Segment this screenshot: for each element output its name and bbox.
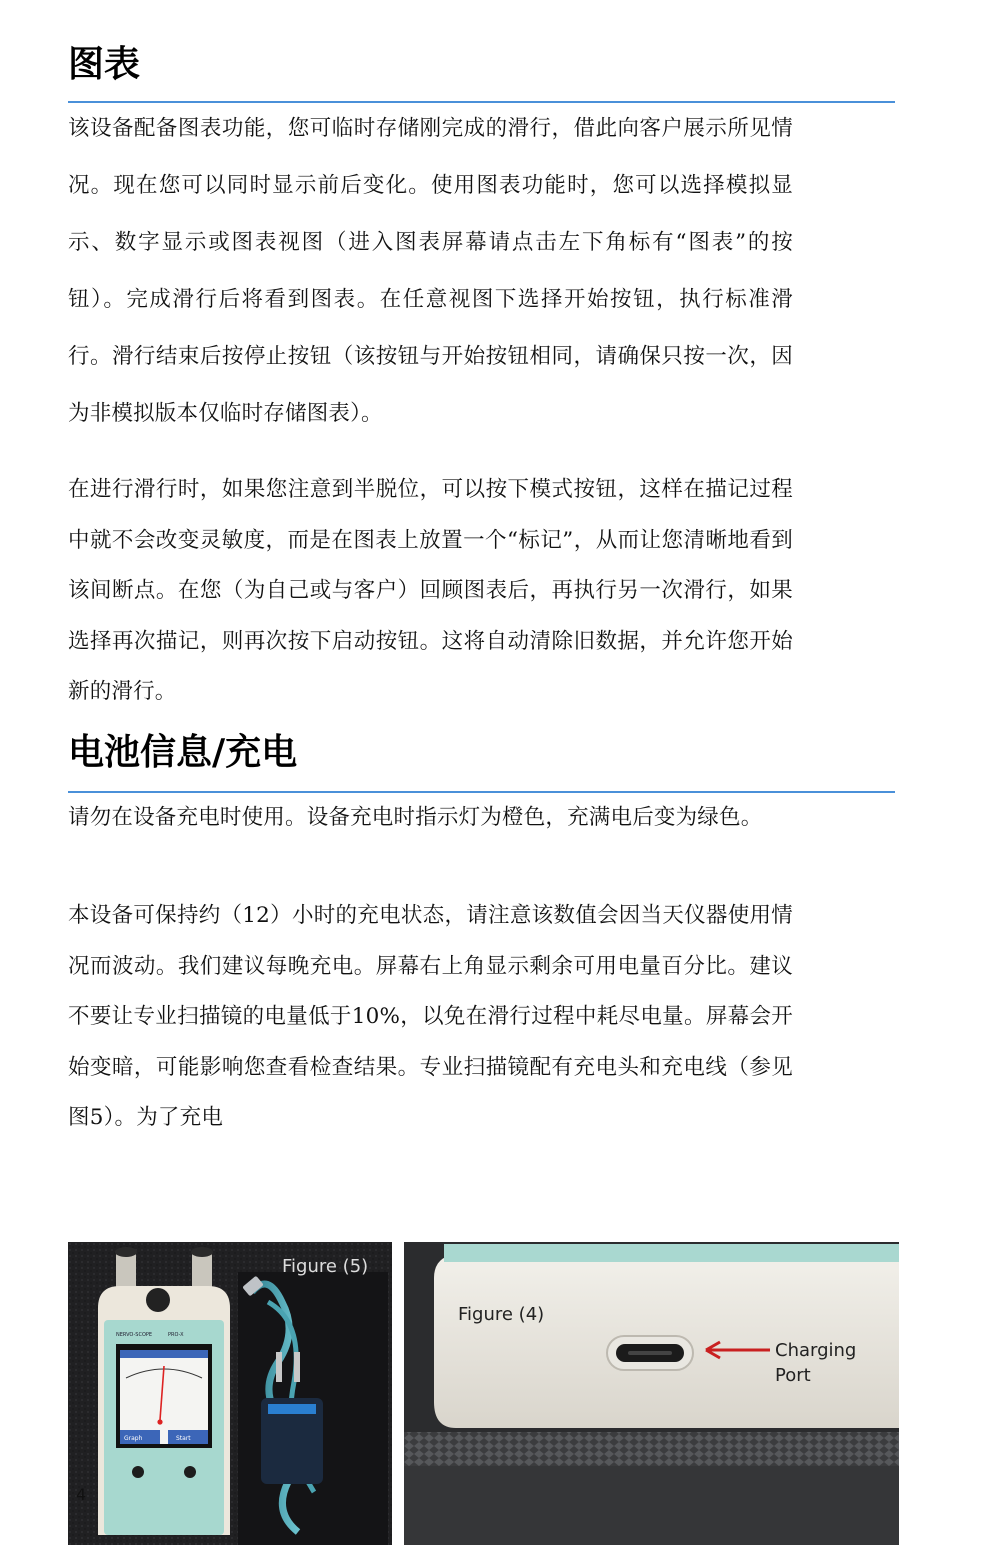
charging-port-label xyxy=(775,1338,856,1388)
device-model-text: PRO-X xyxy=(168,1332,184,1338)
section-divider xyxy=(68,791,895,793)
device-case-illustration xyxy=(68,1242,392,1545)
figure-5-photo xyxy=(68,1242,392,1545)
graph-button-label: Graph xyxy=(124,1435,143,1442)
section-title-chart: 图表 xyxy=(68,44,141,85)
page-number: 4 xyxy=(76,1485,87,1504)
section-title-battery: 电池信息/充电 xyxy=(68,732,298,773)
charging-port-label-line2: Port xyxy=(775,1365,811,1386)
paragraph-battery-warning: 请勿在设备充电时使用。设备充电时指示灯为橙色，充满电后变为绿色。 xyxy=(68,805,763,830)
charging-port-illustration xyxy=(404,1242,899,1545)
figure-4-photo xyxy=(404,1242,899,1545)
paragraph-chart-intro: 该设备配备图表功能，您可临时存储刚完成的滑行，借此向客户展示所见情况。现在您可以同时显示前后变化。使用图表功能时，您可以选择模拟显示、数字显示或图表视图（进入图表屏幕请点击左下角标有“图表”的按钮）。完成滑行后将看到图表。在任意视图下选择开始按钮，执行标准滑行。滑行结束后按停止按钮（该按钮与开始按钮相同，请确保只按一次，因为非模拟版本仅临时存储图表）。 xyxy=(68,116,793,426)
paragraph-battery-info: 本设备可保持约（12）小时的充电状态，请注意该数值会因当天仪器使用情况而波动。我们建议每晚充电。屏幕右上角显示剩余可用电量百分比。建议不要让专业扫描镜的电量低于10%，以免在滑行过程中耗尽电量。屏幕会开始变暗，可能影响您查看检查结果。专业扫描镜配有充电头和充电线（参见图5）。为了充电 xyxy=(68,903,793,1130)
paragraph-chart-marker: 在进行滑行时，如果您注意到半脱位，可以按下模式按钮，这样在描记过程中就不会改变灵敏度，而是在图表上放置一个“标记”，从而让您清晰地看到该间断点。在您（为自己或与客户）回顾图表后，再执行另一次滑行，如果选择再次描记，则再次按下启动按钮。这将自动清除旧数据，并允许您开始新的滑行。 xyxy=(68,477,793,704)
charging-port-label-line1: Charging xyxy=(775,1340,857,1361)
figure-5-caption: Figure (5) xyxy=(282,1256,369,1277)
device-brand-text: NERVO-SCOPE xyxy=(116,1332,153,1338)
start-button-label: Start xyxy=(176,1435,191,1442)
figure-4-caption: Figure (4) xyxy=(458,1304,545,1325)
